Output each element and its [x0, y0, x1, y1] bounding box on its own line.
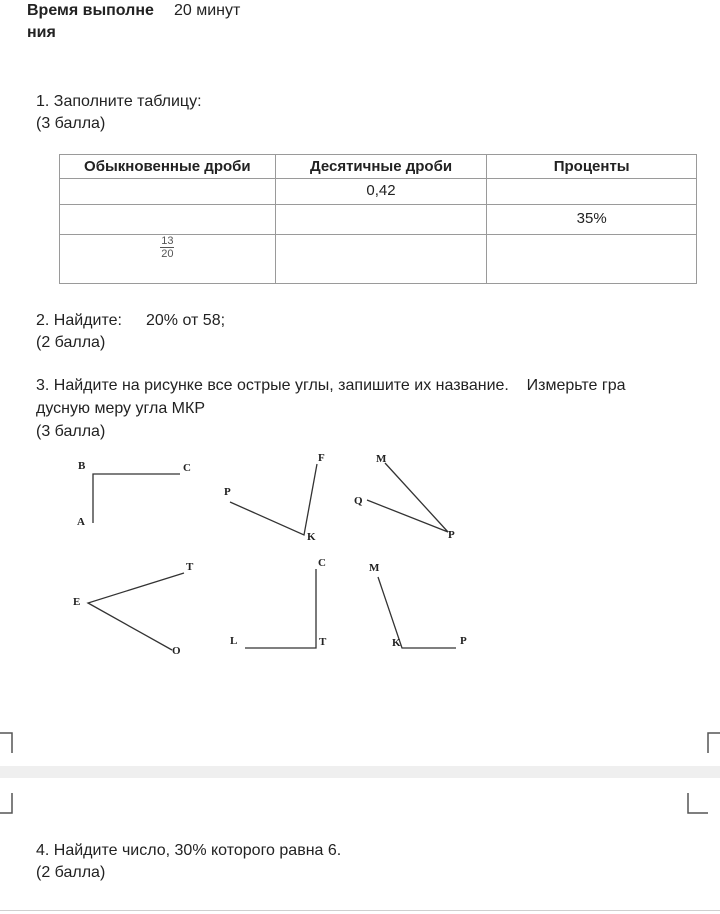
- table-cell: [60, 205, 276, 235]
- point-label: O: [172, 645, 181, 657]
- point-label: K: [392, 637, 401, 649]
- corner-mark-top-right: [708, 733, 720, 753]
- duration-value: 20 минут: [174, 2, 241, 19]
- task1-points: (3 балла): [36, 115, 106, 132]
- angle-1-lines: [93, 474, 180, 523]
- angle-5-lines: [245, 569, 316, 648]
- fractions-table: [59, 154, 697, 284]
- angles-figure: [0, 440, 720, 670]
- corner-mark-bottom-right: [688, 793, 708, 813]
- task3-text-line2: дусную меру угла МКР: [36, 400, 205, 417]
- duration-label-line1: Время выполне: [27, 2, 154, 19]
- header-decimal-fractions: Десятичные дроби: [275, 155, 487, 179]
- point-label: P: [460, 635, 467, 647]
- task3-points: (3 балла): [36, 423, 106, 440]
- point-label: M: [376, 453, 387, 465]
- table-cell: [60, 235, 276, 284]
- point-label: T: [186, 561, 194, 573]
- table-row: [60, 205, 697, 235]
- point-label: P: [224, 486, 231, 498]
- angle-3-lines: [367, 463, 448, 532]
- point-label: C: [318, 557, 326, 569]
- fraction-numerator: 13: [161, 235, 174, 247]
- task4-points: (2 балла): [36, 864, 106, 881]
- point-label: Q: [354, 495, 363, 507]
- header-common-fractions: Обыкновенные дроби: [60, 155, 276, 179]
- point-label: L: [230, 635, 238, 647]
- point-label: K: [307, 531, 316, 543]
- point-label: T: [319, 636, 327, 648]
- table-header-row: [60, 155, 697, 179]
- point-label: C: [183, 462, 191, 474]
- task2-expression: 20% от 58;: [146, 312, 226, 329]
- angle-2-lines: [230, 464, 317, 535]
- table-cell: [487, 235, 697, 284]
- fraction: [160, 236, 174, 260]
- duration-label-line2: ния: [27, 24, 56, 41]
- table-row: [60, 179, 697, 205]
- table-cell: [487, 179, 697, 205]
- duration-label: [27, 0, 154, 44]
- header-percents: Проценты: [487, 155, 697, 179]
- task2-points: (2 балла): [36, 334, 106, 351]
- angle-4-lines: [88, 573, 184, 650]
- point-label: M: [369, 562, 380, 574]
- table-cell: 0,42: [275, 179, 487, 205]
- table-row: [60, 235, 697, 284]
- task3-text-line1: 3. Найдите на рисунке все острые углы, запишите их название. Измерьте гра: [36, 377, 626, 394]
- table-cell: [275, 205, 487, 235]
- angle-6-lines: [378, 577, 456, 648]
- table-cell: [275, 235, 487, 284]
- table-cell: [60, 179, 276, 205]
- task4-title: 4. Найдите число, 30% которого равна 6.: [36, 842, 342, 859]
- bottom-divider: [0, 910, 720, 911]
- point-label: P: [448, 529, 455, 541]
- task2-title: 2. Найдите:: [36, 312, 122, 329]
- task1-title: 1. Заполните таблицу:: [36, 93, 202, 110]
- fraction-denominator: 20: [161, 248, 174, 260]
- page-corner-marks: [0, 725, 720, 820]
- corner-mark-bottom-left: [0, 793, 12, 813]
- corner-mark-top-left: [0, 733, 12, 753]
- table-cell: 35%: [487, 205, 697, 235]
- point-label: A: [77, 516, 85, 528]
- point-label: E: [73, 596, 81, 608]
- point-label: F: [318, 452, 325, 464]
- point-label: B: [78, 460, 86, 472]
